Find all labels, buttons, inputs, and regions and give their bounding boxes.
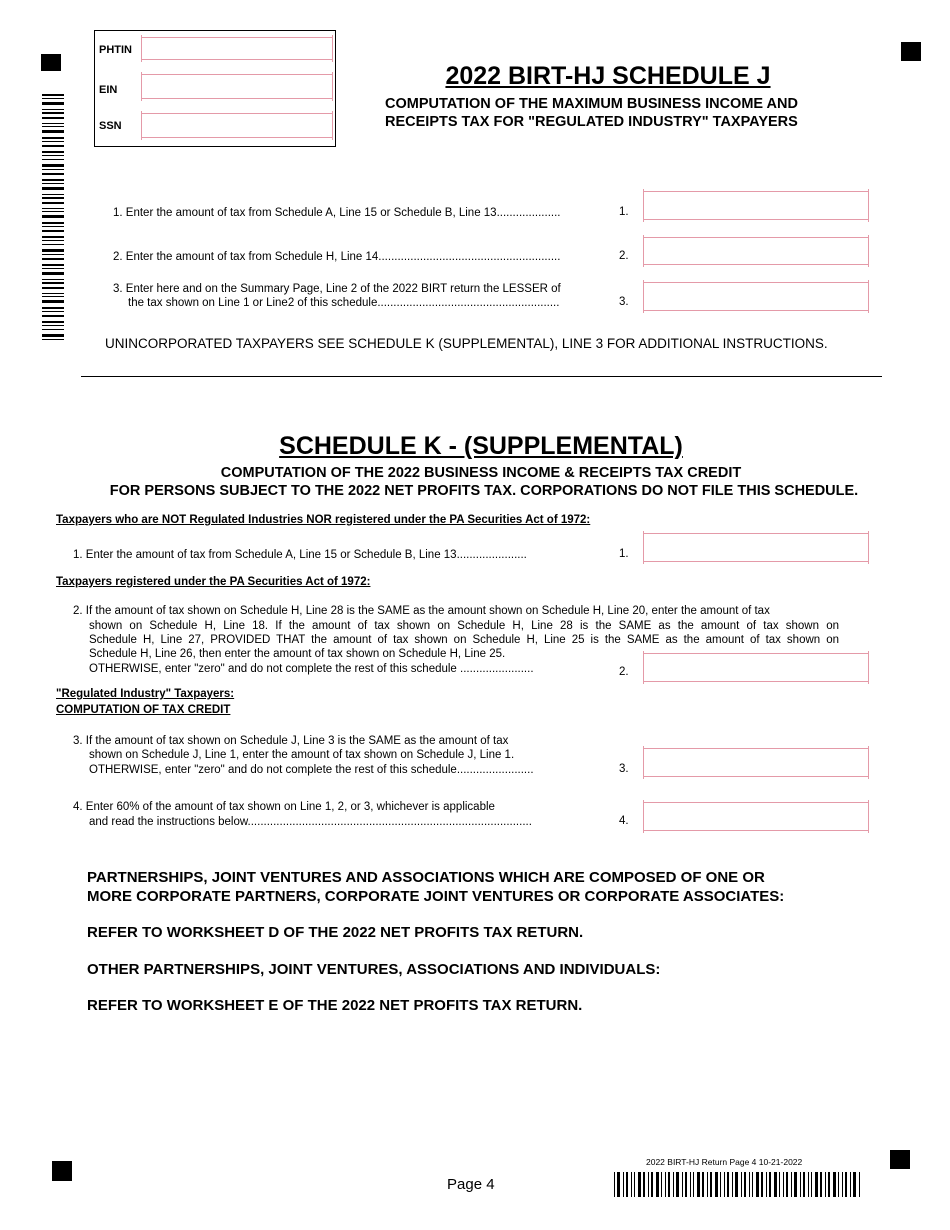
- schedule-k-line-3-text-1: 3. If the amount of tax shown on Schedule J, Line 3 is the SAME as the amount of tax: [73, 735, 509, 747]
- ein-field[interactable]: [141, 72, 333, 101]
- schedule-k-line-4-text-1: 4. Enter 60% of the amount of tax shown on Line 1, 2, or 3, whichever is applicable: [73, 801, 495, 813]
- schedule-k-line-3-text-3: OTHERWISE, enter "zero" and do not complete the rest of this schedule........................: [89, 764, 534, 776]
- instruction-partnerships-2: MORE CORPORATE PARTNERS, CORPORATE JOINT VENTURES OR CORPORATE ASSOCIATES:: [87, 888, 785, 905]
- ssn-label: SSN: [99, 120, 122, 132]
- registration-mark-bottom-right: [890, 1150, 910, 1169]
- schedule-k-line-1-field[interactable]: [643, 531, 869, 564]
- page-number: Page 4: [447, 1176, 495, 1193]
- schedule-j-line-3-field[interactable]: [643, 280, 869, 313]
- schedule-j-subtitle-2: RECEIPTS TAX FOR "REGULATED INDUSTRY" TAXPAYERS: [385, 114, 798, 130]
- ein-label: EIN: [99, 84, 118, 96]
- schedule-k-header-securities: Taxpayers registered under the PA Securities Act of 1972:: [56, 576, 371, 588]
- schedule-j-line-1-field[interactable]: [643, 189, 869, 222]
- schedule-k-line-4-text-2: and read the instructions below.........................................................................................: [89, 816, 532, 828]
- schedule-k-subtitle-1: COMPUTATION OF THE 2022 BUSINESS INCOME & RECEIPTS TAX CREDIT: [220, 465, 742, 481]
- bottom-barcode: [614, 1172, 860, 1197]
- registration-mark-top-right: [901, 42, 921, 61]
- schedule-k-line-2-number: 2.: [619, 666, 629, 678]
- schedule-k-line-2-text-2: shown on Schedule H, Line 18. If the amount of tax shown on Schedule H, Line 28 is the SAME as the amount of tax shown on: [89, 620, 839, 632]
- schedule-k-line-1-text: 1. Enter the amount of tax from Schedule A, Line 15 or Schedule B, Line 13......................: [73, 549, 527, 561]
- instruction-other: OTHER PARTNERSHIPS, JOINT VENTURES, ASSOCIATIONS AND INDIVIDUALS:: [87, 961, 661, 978]
- phtin-field[interactable]: [141, 35, 333, 62]
- schedule-k-line-2-field[interactable]: [643, 651, 869, 684]
- schedule-k-line-1-number: 1.: [619, 548, 629, 560]
- schedule-j-note: UNINCORPORATED TAXPAYERS SEE SCHEDULE K (SUPPLEMENTAL), LINE 3 FOR ADDITIONAL INSTRUCTIONS.: [105, 336, 828, 351]
- schedule-k-line-2-text-3: Schedule H, Line 27, PROVIDED THAT the amount of tax shown on Schedule H, Line 25 is the SAME as the amount of tax shown on: [89, 634, 839, 646]
- registration-mark-top-left: [41, 54, 61, 71]
- side-barcode: [42, 94, 64, 340]
- schedule-j-line-2-number: 2.: [619, 250, 629, 262]
- schedule-k-line-2-text-5: OTHERWISE, enter "zero" and do not complete the rest of this schedule .......................: [89, 663, 534, 675]
- schedule-k-line-3-field[interactable]: [643, 746, 869, 779]
- instruction-worksheet-e: REFER TO WORKSHEET E OF THE 2022 NET PROFITS TAX RETURN.: [87, 997, 583, 1014]
- schedule-j-subtitle-1: COMPUTATION OF THE MAXIMUM BUSINESS INCOME AND: [385, 96, 798, 112]
- schedule-k-line-4-number: 4.: [619, 815, 629, 827]
- schedule-k-line-4-field[interactable]: [643, 800, 869, 833]
- schedule-k-title: SCHEDULE K - (SUPPLEMENTAL): [279, 432, 683, 460]
- schedule-j-title: 2022 BIRT-HJ SCHEDULE J: [445, 62, 771, 90]
- ssn-field[interactable]: [141, 111, 333, 140]
- schedule-k-line-3-number: 3.: [619, 763, 629, 775]
- schedule-j-line-2-text: 2. Enter the amount of tax from Schedule H, Line 14.........................................................: [113, 251, 561, 263]
- instruction-partnerships-1: PARTNERSHIPS, JOINT VENTURES AND ASSOCIATIONS WHICH ARE COMPOSED OF ONE OR: [87, 869, 765, 886]
- form-identifier: 2022 BIRT-HJ Return Page 4 10-21-2022: [646, 1157, 803, 1167]
- instruction-worksheet-d: REFER TO WORKSHEET D OF THE 2022 NET PROFITS TAX RETURN.: [87, 924, 584, 941]
- schedule-k-line-2-text-4: Schedule H, Line 26, then enter the amount of tax shown on Schedule H, Line 25.: [89, 648, 506, 660]
- schedule-j-line-1-text: 1. Enter the amount of tax from Schedule A, Line 15 or Schedule B, Line 13....................: [113, 207, 561, 219]
- phtin-label: PHTIN: [99, 44, 132, 56]
- taxpayer-id-box: [94, 30, 336, 147]
- schedule-j-line-2-field[interactable]: [643, 235, 869, 267]
- schedule-j-line-3-text-1: 3. Enter here and on the Summary Page, Line 2 of the 2022 BIRT return the LESSER of: [113, 283, 561, 295]
- registration-mark-bottom-left: [52, 1161, 72, 1181]
- schedule-k-line-2-text-1: 2. If the amount of tax shown on Schedule H, Line 28 is the SAME as the amount shown on Schedule H, Line 20, enter the amount of tax: [73, 605, 770, 617]
- schedule-j-line-3-text-2: the tax shown on Line 1 or Line2 of this schedule.........................................................: [128, 297, 560, 309]
- schedule-k-header-computation: COMPUTATION OF TAX CREDIT: [56, 704, 231, 716]
- schedule-k-header-regulated: "Regulated Industry" Taxpayers:: [56, 688, 235, 700]
- schedule-k-line-3-text-2: shown on Schedule J, Line 1, enter the amount of tax shown on Schedule J, Line 1.: [89, 749, 515, 761]
- schedule-k-header-not-regulated: Taxpayers who are NOT Regulated Industries NOR registered under the PA Securities Act of 1972:: [56, 514, 591, 526]
- schedule-j-line-1-number: 1.: [619, 206, 629, 218]
- schedule-j-line-3-number: 3.: [619, 296, 629, 308]
- section-divider: [81, 376, 882, 377]
- schedule-k-subtitle-2: FOR PERSONS SUBJECT TO THE 2022 NET PROFITS TAX. CORPORATIONS DO NOT FILE THIS SCHEDULE.: [109, 483, 859, 499]
